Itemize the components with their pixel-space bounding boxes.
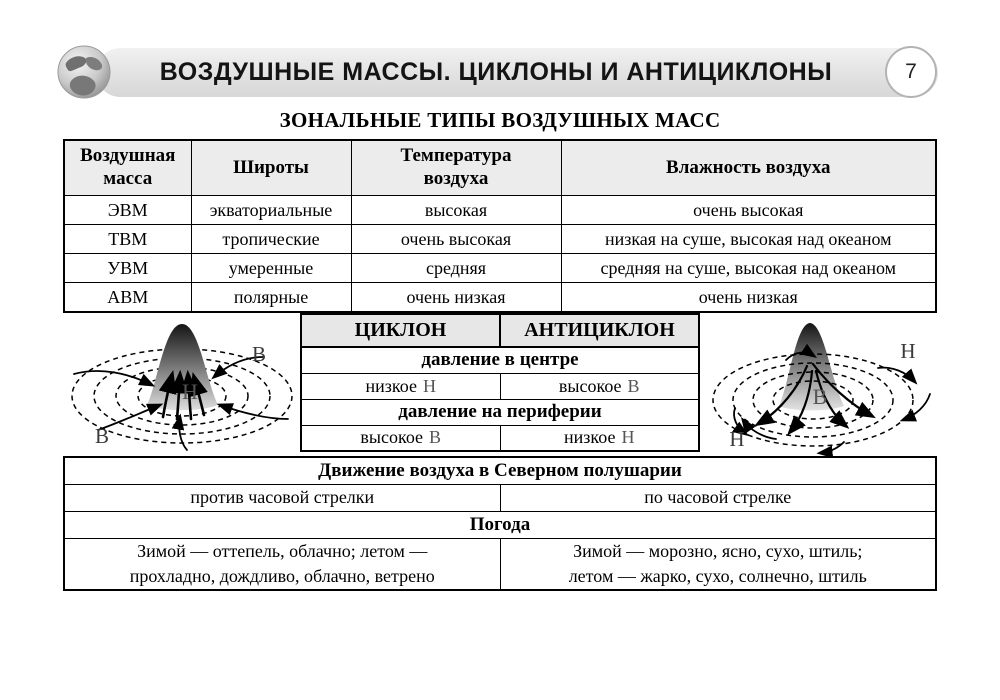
cell-humidity: средняя на суше, высокая над океаном [561, 254, 936, 283]
cell-mass: ТВМ [64, 225, 191, 254]
section-title: ЗОНАЛЬНЫЕ ТИПЫ ВОЗДУШНЫХ МАСС [279, 108, 721, 132]
cell-cyclone-direction: против часовой стрелки [64, 484, 500, 511]
weather-row [64, 538, 936, 590]
cell-mass: АВМ [64, 283, 191, 313]
table-header-row [64, 140, 936, 196]
col-header-latitudes: Широты [191, 140, 351, 196]
cell-mass: УВМ [64, 254, 191, 283]
page-title: ВОЗДУШНЫЕ МАССЫ. ЦИКЛОНЫ И АНТИЦИКЛОНЫ [159, 58, 833, 86]
section-row-periphery-pressure: давление на периферии [301, 399, 699, 425]
table-row [64, 225, 936, 254]
page-number: 7 [905, 60, 917, 83]
table-header-row [301, 314, 699, 347]
cell-anticyclone-periphery: низкое Н [500, 425, 699, 451]
cell-anticyclone-direction: по часовой стрелке [500, 484, 936, 511]
anticyclone-diagram [710, 316, 948, 458]
cell-temperature: очень высокая [351, 225, 561, 254]
high-pressure-label: В [94, 424, 110, 448]
pressure-comparison-table [300, 313, 700, 452]
col-header-cyclone: ЦИКЛОН [301, 314, 500, 347]
low-pressure-label: Н [729, 427, 745, 451]
cell-latitude: полярные [191, 283, 351, 313]
weather-line: прохладно, дождливо, облачно, ветрено [129, 565, 435, 586]
pressure-letter: В [429, 427, 442, 448]
cell-anticyclone-weather [500, 538, 936, 590]
cell-cyclone-center: низкое Н [301, 373, 500, 399]
col-header-humidity: Влажность воздуха [561, 140, 936, 196]
high-pressure-label: В [251, 342, 267, 366]
section-row-movement: Движение воздуха в Северном полушарии [64, 457, 936, 484]
section-row-center-pressure: давление в центре [301, 347, 699, 373]
cell-cyclone-weather [64, 538, 500, 590]
table-row [64, 196, 936, 225]
page-number-badge [885, 46, 937, 98]
movement-weather-table [63, 456, 937, 591]
pressure-letter: Н [422, 375, 436, 396]
cell-mass: ЭВМ [64, 196, 191, 225]
table-row [64, 283, 936, 313]
cell-humidity: низкая на суше, высокая над океаном [561, 225, 936, 254]
pressure-letter: Н [621, 427, 635, 448]
value-row [301, 425, 699, 451]
weather-line: летом — жарко, сухо, солнечно, штиль [568, 565, 867, 586]
section-row-weather: Погода [64, 511, 936, 538]
air-mass-table [63, 139, 937, 313]
weather-line: Зимой — оттепель, облачно; летом — [137, 541, 428, 562]
cell-humidity: очень низкая [561, 283, 936, 313]
col-header-anticyclone: АНТИЦИКЛОН [500, 314, 699, 347]
cell-temperature: высокая [351, 196, 561, 225]
value-row [301, 373, 699, 399]
weather-line: Зимой — морозно, ясно, сухо, штиль; [573, 541, 863, 562]
cell-cyclone-periphery: высокое В [301, 425, 500, 451]
cell-humidity: очень высокая [561, 196, 936, 225]
cell-temperature: очень низкая [351, 283, 561, 313]
value-row [64, 484, 936, 511]
pressure-letter: В [627, 375, 640, 396]
cell-latitude: умеренные [191, 254, 351, 283]
cell-latitude: тропические [191, 225, 351, 254]
high-pressure-center-label: В [812, 384, 828, 409]
col-header-temperature: Температура воздуха [351, 140, 561, 196]
low-pressure-center-label: Н [182, 379, 198, 404]
table-row [64, 254, 936, 283]
cyclone-diagram [60, 317, 298, 455]
cell-temperature: средняя [351, 254, 561, 283]
low-pressure-label: Н [900, 339, 916, 363]
cell-anticyclone-center: высокое В [500, 373, 699, 399]
cell-latitude: экваториальные [191, 196, 351, 225]
col-header-air-mass: Воздушная масса [64, 140, 191, 196]
